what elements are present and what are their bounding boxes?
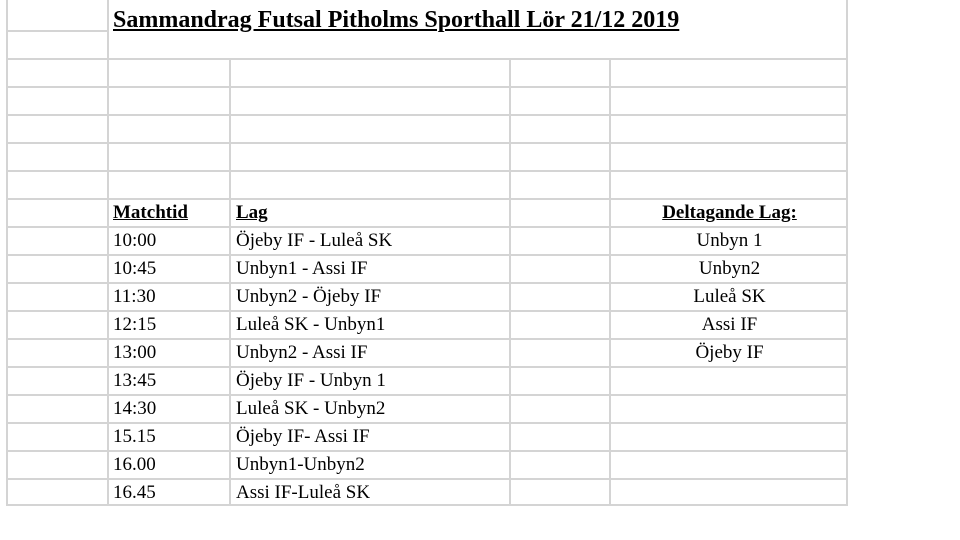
match-time: 14:30 — [113, 398, 157, 419]
header-deltagande-lag: Deltagande Lag: — [662, 202, 797, 223]
match-teams: Unbyn2 - Öjeby IF — [236, 286, 382, 307]
grid-line — [6, 30, 108, 32]
participant-team: Unbyn2 — [698, 258, 761, 279]
grid-line — [6, 86, 848, 88]
match-time: 11:30 — [113, 286, 156, 307]
match-time: 10:45 — [113, 258, 157, 279]
match-teams: Unbyn1 - Assi IF — [236, 258, 368, 279]
match-teams: Unbyn1-Unbyn2 — [236, 454, 365, 475]
match-teams: Öjeby IF - Luleå SK — [236, 230, 393, 251]
participant-team: Luleå SK — [693, 286, 766, 307]
grid-line — [6, 0, 8, 506]
grid-line — [6, 114, 848, 116]
match-time: 12:15 — [113, 314, 157, 335]
header-lag: Lag — [236, 202, 268, 223]
grid-line — [6, 142, 848, 144]
match-time: 16.00 — [113, 454, 156, 475]
match-teams: Assi IF-Luleå SK — [236, 482, 371, 503]
match-teams: Luleå SK - Unbyn2 — [236, 398, 386, 419]
grid-line — [107, 0, 109, 506]
match-time: 13:45 — [113, 370, 157, 391]
match-teams: Unbyn2 - Assi IF — [236, 342, 368, 363]
match-time: 10:00 — [113, 230, 157, 251]
grid-line — [6, 58, 848, 60]
header-matchtid: Matchtid — [113, 202, 188, 223]
match-teams: Öjeby IF - Unbyn 1 — [236, 370, 386, 391]
match-time: 15.15 — [113, 426, 156, 447]
participant-team: Öjeby IF — [695, 342, 764, 363]
participant-team: Unbyn 1 — [696, 230, 763, 251]
participant-team: Assi IF — [701, 314, 758, 335]
match-teams: Öjeby IF- Assi IF — [236, 426, 370, 447]
match-teams: Luleå SK - Unbyn1 — [236, 314, 386, 335]
grid-line — [6, 170, 848, 172]
match-time: 13:00 — [113, 342, 157, 363]
match-time: 16.45 — [113, 482, 156, 503]
page-title: Sammandrag Futsal Pitholms Sporthall Lör 21/12 2019 — [113, 7, 680, 33]
